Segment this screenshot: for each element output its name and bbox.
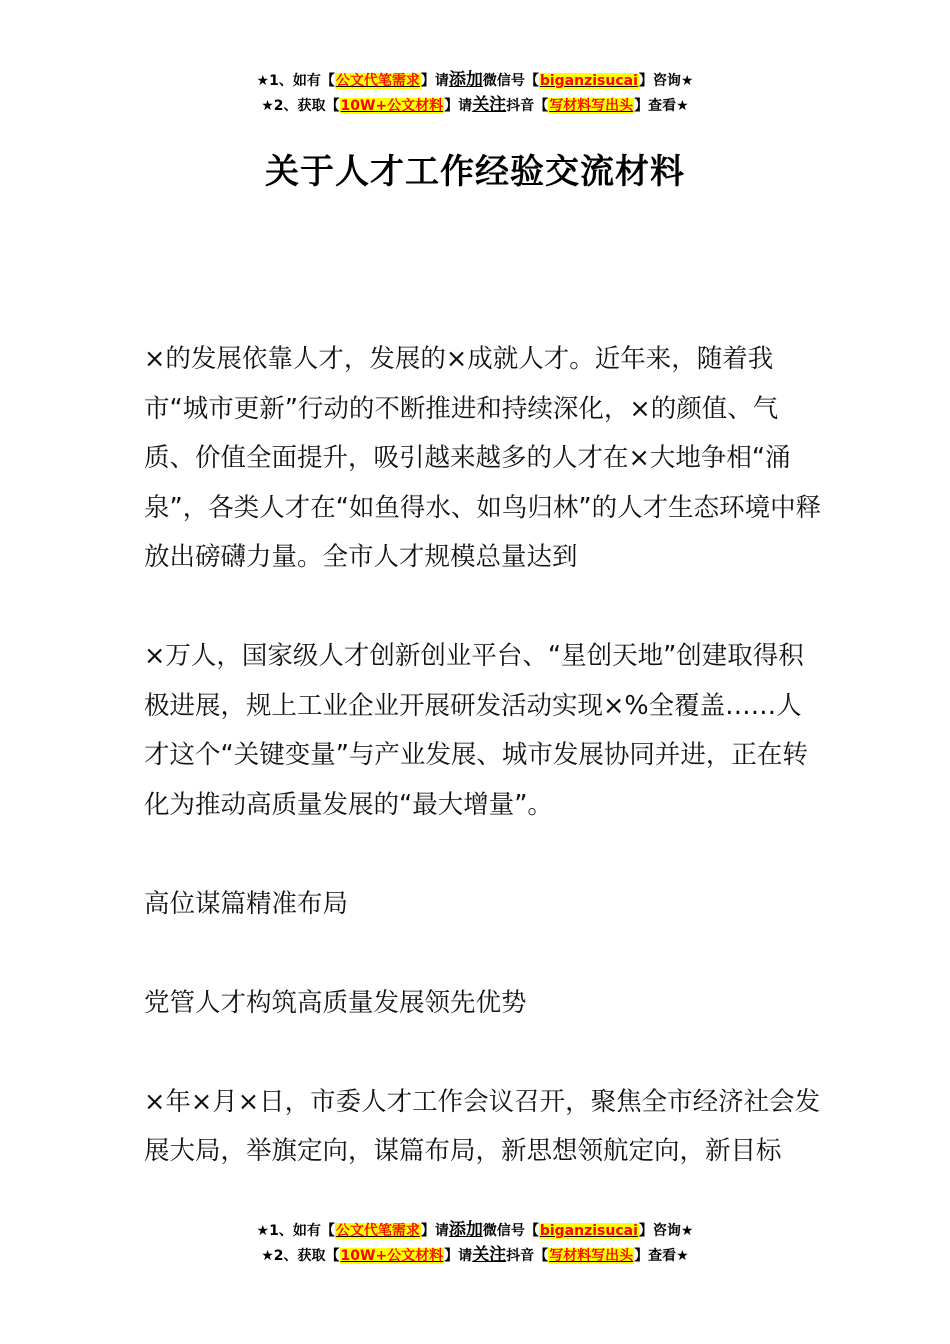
highlight-service: 公文代笔需求 xyxy=(335,73,420,89)
banner-text: 】查看★ xyxy=(634,1248,689,1264)
banner-line-1 xyxy=(0,1218,950,1243)
banner-text: 】查看★ xyxy=(634,98,689,114)
banner-text: ★2、获取【 xyxy=(261,98,340,114)
highlight-materials: 10W+公文材料 xyxy=(340,98,444,114)
banner-emphasis: 关注 xyxy=(472,1245,507,1265)
highlight-wechat-id: biganzisucai xyxy=(539,73,638,89)
banner-text: 】咨询★ xyxy=(638,73,694,89)
banner-line-2 xyxy=(0,93,950,118)
document-title: 关于人才工作经验交流材料 xyxy=(265,152,685,192)
section-heading: 高位谋篇精准布局 xyxy=(144,888,349,919)
banner-text: 】请 xyxy=(420,73,449,89)
banner-text: 】咨询★ xyxy=(638,1223,694,1239)
banner-text: 抖音【 xyxy=(506,98,549,114)
highlight-douyin-account: 写材料写出头 xyxy=(549,1248,634,1264)
highlight-materials: 10W+公文材料 xyxy=(340,1248,444,1264)
banner-text: 微信号【 xyxy=(482,1223,539,1239)
paragraph: ×的发展依靠人才，发展的×成就人才。近年来，随着我市“城市更新”行动的不断推进和持续深化，×的颜值、气质、价值全面提升，吸引越来越多的人才在×大地争相“涌泉”，各类人才在“如鱼得水、如鸟归林”的人才生态环境中释放出磅礴力量。全市人才规模总量达到 xyxy=(144,344,822,572)
banner-text: 】请 xyxy=(444,1248,473,1264)
banner-emphasis: 添加 xyxy=(448,70,483,90)
banner-line-2 xyxy=(0,1243,950,1268)
banner-emphasis: 添加 xyxy=(448,1220,483,1240)
document-body xyxy=(144,335,824,1226)
section-subheading: 党管人才构筑高质量发展领先优势 xyxy=(144,987,527,1018)
highlight-service: 公文代笔需求 xyxy=(335,1223,420,1239)
paragraph: ×年×月×日，市委人才工作会议召开，聚焦全市经济社会发展大局，举旗定向，谋篇布局，新思想领航定向，新目标 xyxy=(144,1086,821,1166)
header-banner xyxy=(0,68,950,118)
banner-text: 微信号【 xyxy=(482,73,539,89)
paragraph: ×万人，国家级人才创新创业平台、“星创天地”创建取得积极进展，规上工业企业开展研发活动实现×%全覆盖……人才这个“关键变量”与产业发展、城市发展协同并进，正在转化为推动高质量发展的“最大增量”。 xyxy=(144,641,808,820)
highlight-douyin-account: 写材料写出头 xyxy=(549,98,634,114)
banner-text: ★1、如有【 xyxy=(256,1223,335,1239)
footer-banner xyxy=(0,1218,950,1268)
banner-text: ★2、获取【 xyxy=(261,1248,340,1264)
banner-text: 】请 xyxy=(420,1223,449,1239)
highlight-wechat-id: biganzisucai xyxy=(539,1223,638,1239)
banner-text: 】请 xyxy=(444,98,473,114)
banner-emphasis: 关注 xyxy=(472,95,507,115)
banner-text: ★1、如有【 xyxy=(256,73,335,89)
banner-line-1 xyxy=(0,68,950,93)
banner-text: 抖音【 xyxy=(506,1248,549,1264)
